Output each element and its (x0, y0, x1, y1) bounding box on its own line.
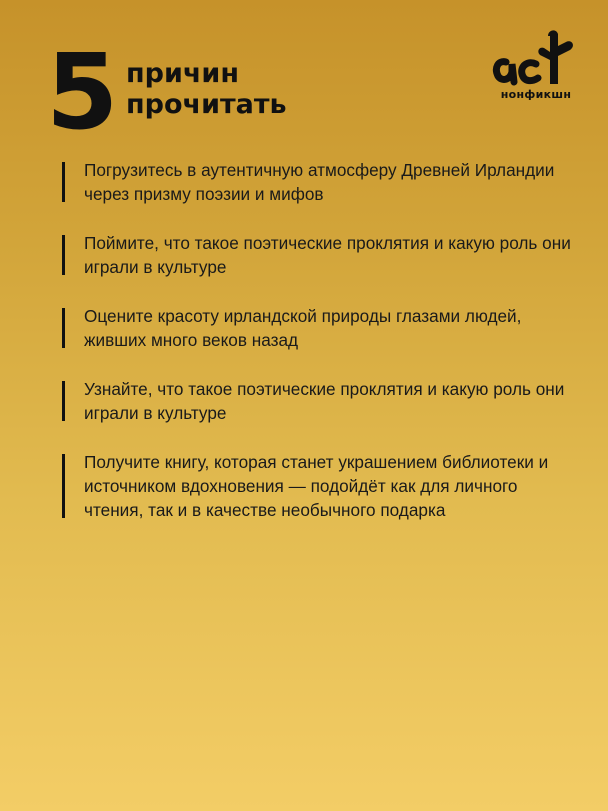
big-number: 5 (46, 31, 117, 153)
reason-text: Оцените красоту ирландской природы глазами людей, живших много веков назад (84, 306, 522, 350)
page-title (126, 58, 287, 120)
title-line-2: прочитать (126, 89, 287, 120)
reason-text: Поймите, что такое поэтические проклятия и какую роль они играли в культуре (84, 233, 571, 277)
reasons-list (62, 158, 572, 547)
header (46, 31, 586, 153)
logo-subtitle: нонфикшн (500, 88, 572, 101)
reason-item (62, 450, 572, 522)
reason-bar (62, 381, 65, 421)
reason-text: Узнайте, что такое поэтические проклятия и какую роль они играли в культуре (84, 379, 565, 423)
reason-bar (62, 308, 65, 348)
reason-text: Получите книгу, которая станет украшением библиотеки и источником вдохновения — подойдёт как для личного чтения, так и в качестве необычного подарка (84, 452, 549, 520)
tree-icon (538, 30, 573, 84)
reason-bar (62, 162, 65, 202)
reason-item (62, 377, 572, 425)
reason-item (62, 304, 572, 352)
reason-text: Погрузитесь в аутентичную атмосферу Древней Ирландии через призму поэзии и мифов (84, 160, 555, 204)
publisher-logo (486, 24, 586, 104)
title-line-1: причин (126, 58, 240, 89)
reason-bar (62, 235, 65, 275)
reason-item (62, 158, 572, 206)
ac-logo-mark (486, 24, 586, 90)
reason-bar (62, 454, 65, 518)
ac-letters (496, 62, 538, 82)
reason-item (62, 231, 572, 279)
